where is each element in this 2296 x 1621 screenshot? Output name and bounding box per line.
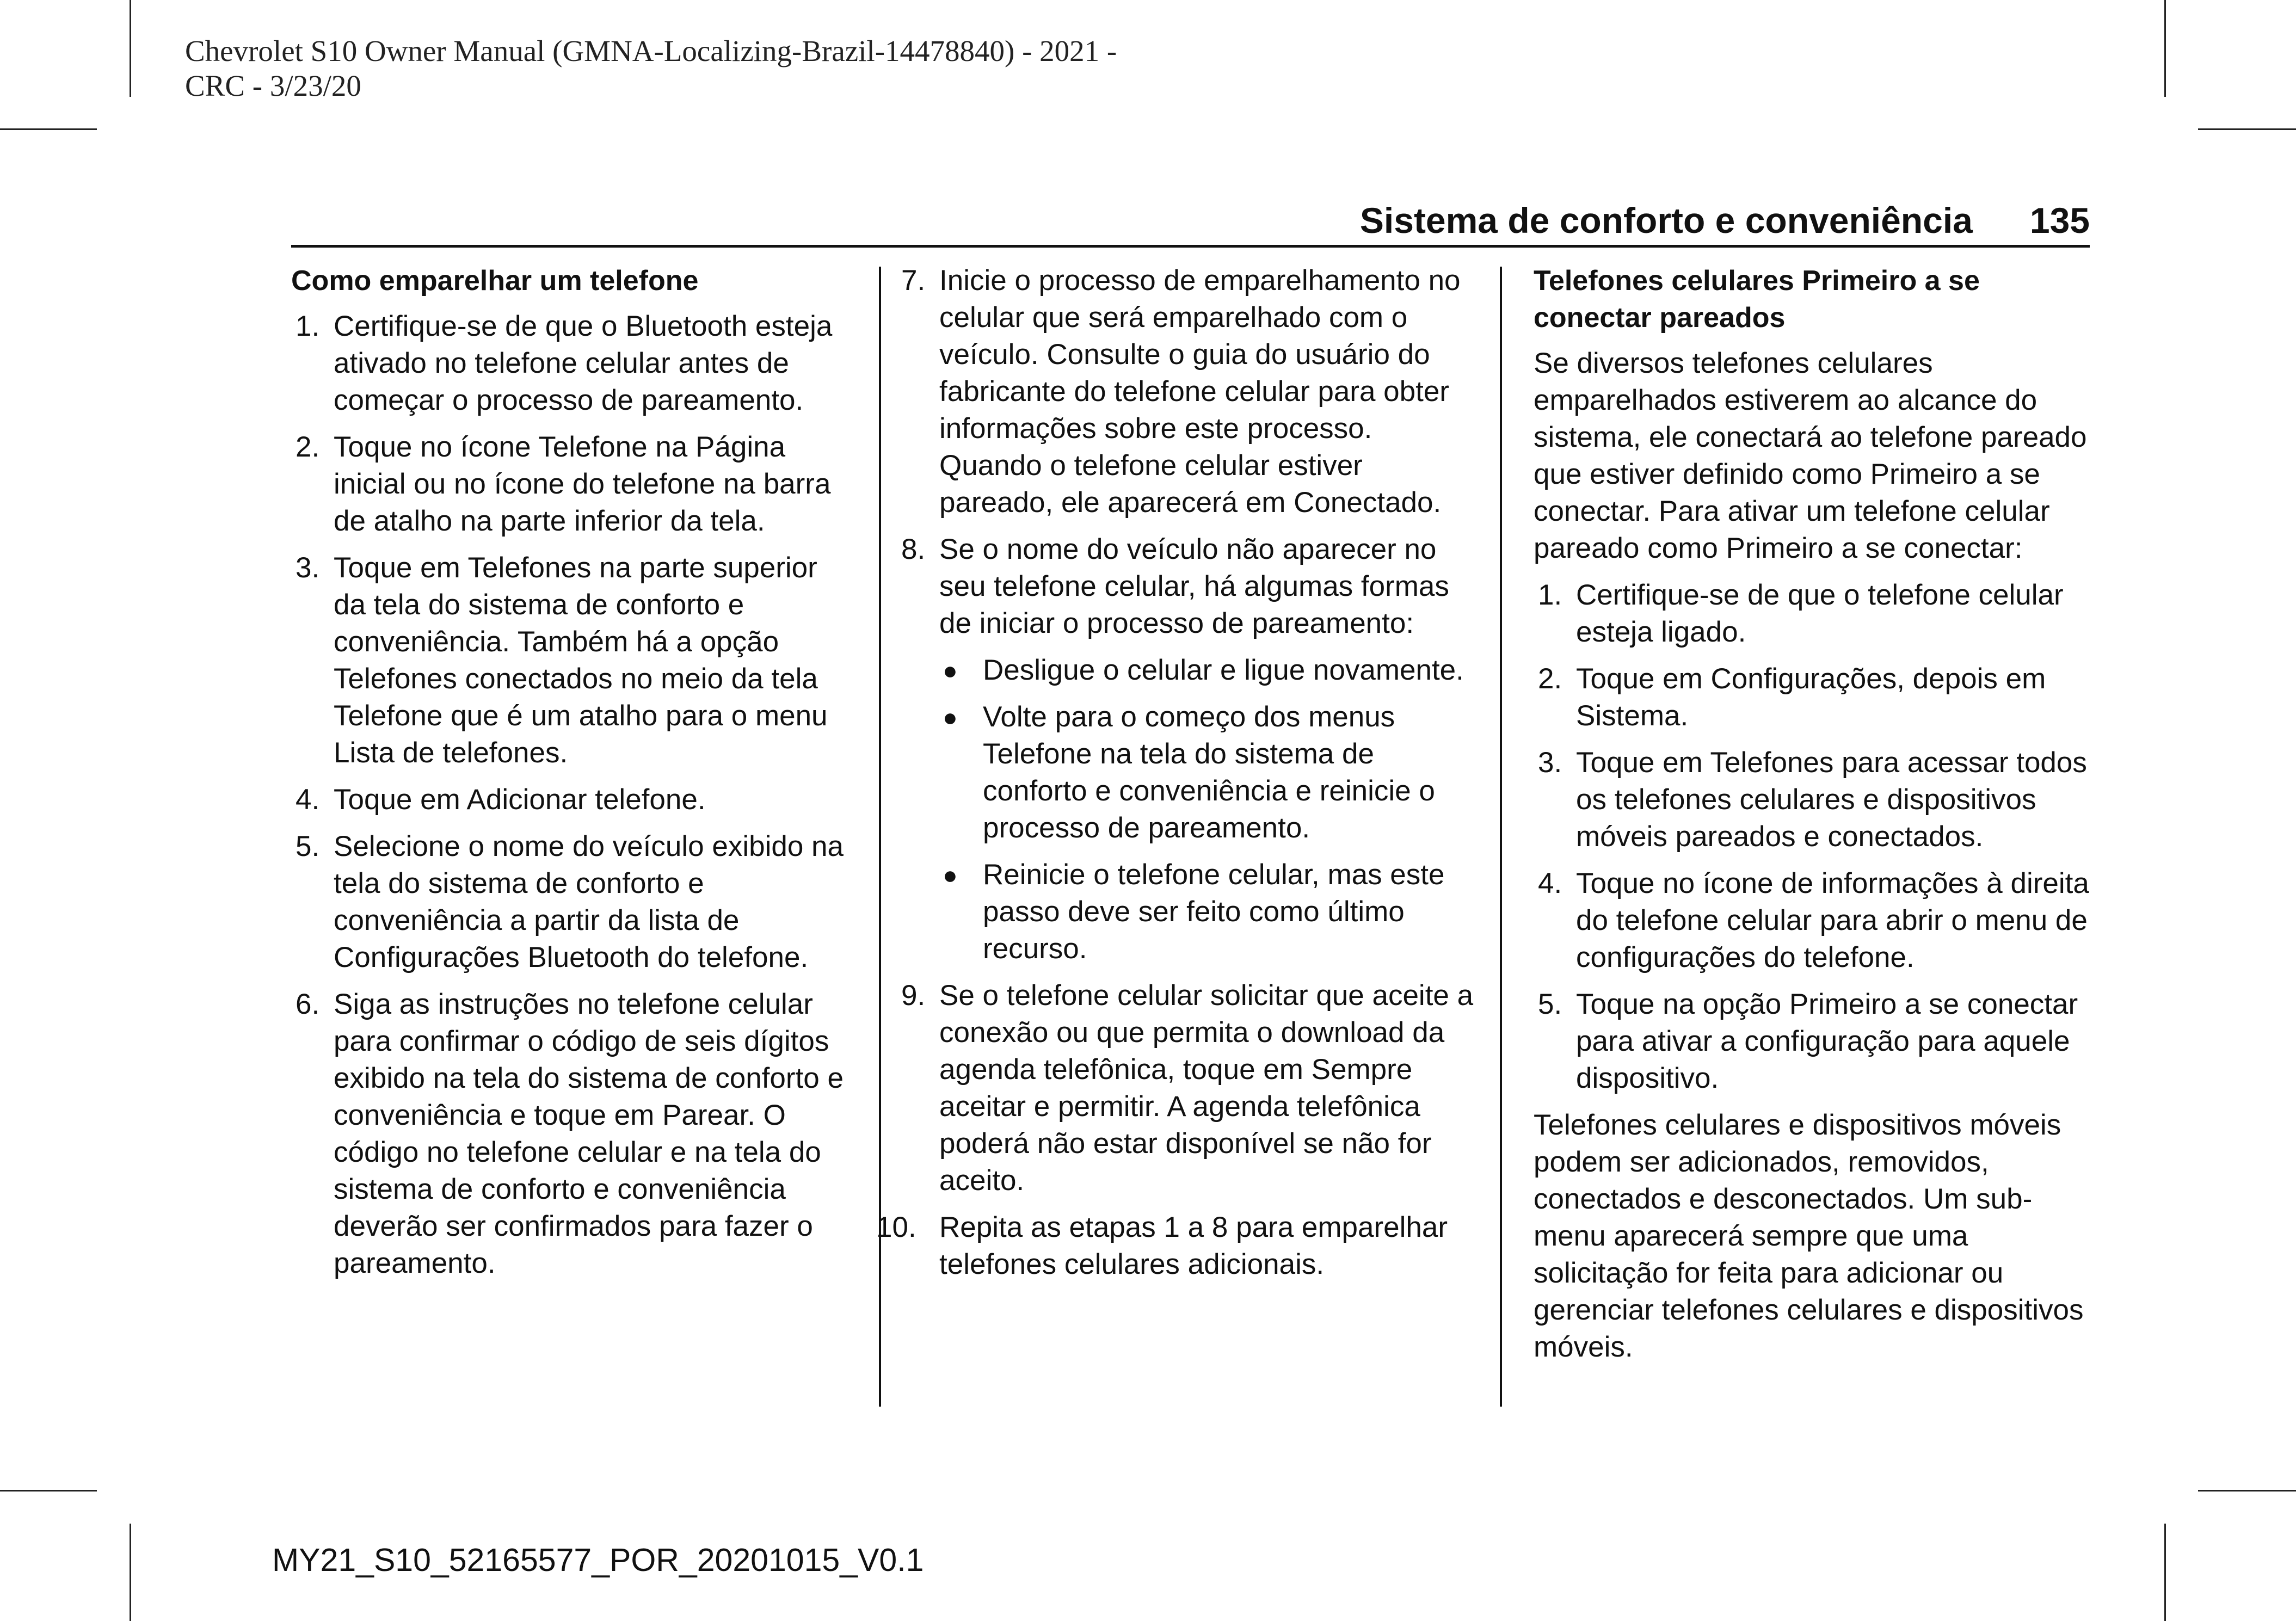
bullet-item [939,699,1474,847]
list-item [876,1209,1474,1283]
step-number: 4. [1538,867,1562,899]
document-code: MY21_S10_52165577_POR_20201015_V0.1 [272,1542,924,1578]
crop-mark [2198,1490,2296,1491]
step-text: Certifique-se de que o telefone celular esteja ligado. [1576,579,2064,648]
bullet-text: Reinicie o telefone celular, mas este passo deve ser feito como último recurso. [983,859,1445,965]
step-text: Toque em Telefones para acessar todos os telefones celulares e dispositivos móveis pareados e conectados. [1576,747,2087,853]
step-text: Toque em Telefones na parte superior da tela do sistema de conforto e conveniência. Também há a opção Telefones conectados no meio da tela Telefone que é um atalho para o menu Lista de telefones. [334,552,828,769]
column-3 [1534,262,2091,1376]
step-number: 5. [1538,988,1562,1020]
crop-mark [0,128,97,130]
list-item [291,429,857,540]
step-number: 3. [1538,747,1562,779]
column-divider [1500,267,1502,1407]
steps-list [876,262,1474,1283]
step-text: Inicie o processo de emparelhamento no celular que será emparelhado com o veículo. Consulte o guia do usuário do fabricante do telefone celular para obter informações sobre este processo. Quando o telefone celular estiver pareado, ele aparecerá em Conectado. [939,264,1461,519]
list-item [291,986,857,1282]
step-number: 6. [296,988,320,1020]
list-item [897,531,1474,967]
step-number: 1. [296,310,320,342]
bullet-text: Volte para o começo dos menus Telefone na tela do sistema de conforto e conveniência e reinicie o processo de pareamento. [983,701,1435,844]
list-item [1534,577,2091,651]
column-2 [876,262,1474,1293]
page-title-bar [291,199,2090,242]
step-number: 5. [296,830,320,862]
crop-mark [0,1490,97,1491]
column-1 [291,262,857,1292]
closing-paragraph: Telefones celulares e dispositivos móveis podem ser adicionados, removidos, conectados e desconectados. Um sub-menu aparecerá sempre que uma solicitação for feita para adicionar ou gerenciar telefones celulares e dispositivos móveis. [1534,1109,2084,1363]
title-rule [291,245,2090,248]
list-item [897,262,1474,521]
step-text: Se o nome do veículo não aparecer no seu telefone celular, há algumas formas de iniciar o processo de pareamento: [939,533,1449,639]
header-line-2: CRC - 3/23/20 [185,69,361,102]
section-title: Sistema de conforto e conveniência [1359,200,1973,241]
step-number: 2. [296,431,320,463]
step-text: Certifique-se de que o Bluetooth esteja ativado no telefone celular antes de começar o processo de pareamento. [334,310,833,416]
list-item [291,781,857,818]
crop-mark [130,1524,131,1621]
step-number: 4. [296,784,320,816]
document-header [185,34,1117,103]
step-number: 3. [296,552,320,584]
bullet-item [939,856,1474,967]
step-number: 8. [901,533,926,565]
crop-mark [2164,1524,2166,1621]
bullet-item [939,652,1474,689]
page-number: 135 [2029,200,2090,241]
crop-mark [2164,0,2166,97]
step-number: 2. [1538,663,1562,695]
list-item [291,828,857,976]
section-heading: Telefones celulares Primeiro a se conectar pareados [1534,265,1980,334]
steps-list [291,308,857,1282]
bullet-text: Desligue o celular e ligue novamente. [983,654,1464,686]
bullet-icon: ● [943,656,958,685]
step-text: Repita as etapas 1 a 8 para emparelhar telefones celulares adicionais. [939,1211,1448,1280]
intro-paragraph: Se diversos telefones celulares emparelhados estiverem ao alcance do sistema, ele conectará ao telefone pareado que estiver definido como Primeiro a se conectar. Para ativar um telefone celular pareado como Primeiro a se conectar: [1534,347,2087,564]
bullet-list [939,652,1474,967]
section-heading: Como emparelhar um telefone [291,265,699,297]
step-text: Toque no ícone de informações à direita do telefone celular para abrir o menu de configurações do telefone. [1576,867,2089,973]
list-item [1534,661,2091,735]
step-number: 9. [901,979,926,1012]
step-number: 10. [876,1211,916,1243]
header-line-1: Chevrolet S10 Owner Manual (GMNA-Localizing-Brazil-14478840) - 2021 - [185,34,1117,67]
step-text: Se o telefone celular solicitar que aceite a conexão ou que permita o download da agenda telefônica, toque em Sempre aceitar e permitir. A agenda telefônica poderá não estar disponível se não for aceito. [939,979,1474,1197]
step-text: Toque em Adicionar telefone. [334,784,706,816]
crop-mark [2198,128,2296,130]
crop-mark [130,0,131,97]
list-item [1534,986,2091,1097]
list-item [897,977,1474,1199]
list-item [291,308,857,419]
step-text: Selecione o nome do veículo exibido na tela do sistema de conforto e conveniência a partir da lista de Configurações Bluetooth do telefone. [334,830,844,973]
step-text: Toque em Configurações, depois em Sistema. [1576,663,2046,732]
step-text: Toque no ícone Telefone na Página inicial ou no ícone do telefone na barra de atalho na parte inferior da tela. [334,431,831,537]
step-text: Siga as instruções no telefone celular para confirmar o código de seis dígitos exibido na tela do sistema de conforto e conveniência e toque em Parear. O código no telefone celular e na tela do sistema de conforto e conveniência deverão ser confirmados para fazer o pareamento. [334,988,844,1279]
step-number: 1. [1538,579,1562,611]
step-number: 7. [901,264,926,297]
list-item [291,550,857,772]
steps-list [1534,577,2091,1097]
bullet-icon: ● [943,703,958,731]
bullet-icon: ● [943,861,958,889]
step-text: Toque na opção Primeiro a se conectar para ativar a configuração para aquele dispositivo. [1576,988,2078,1094]
list-item [1534,865,2091,976]
list-item [1534,744,2091,855]
